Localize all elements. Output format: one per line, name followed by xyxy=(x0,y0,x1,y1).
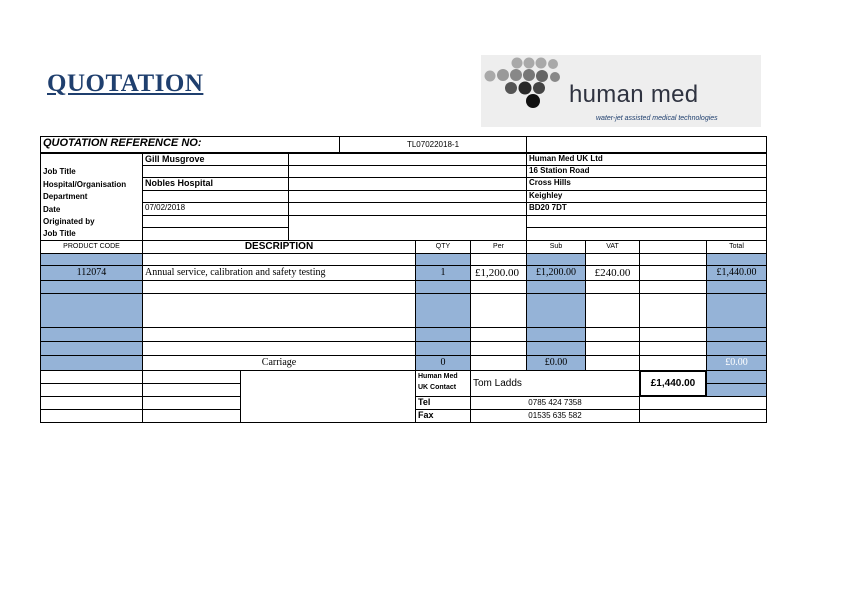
supplier-postcode: BD20 7DT xyxy=(529,203,567,212)
reference-value: TL07022018-1 xyxy=(406,140,460,149)
blank-cell xyxy=(639,293,707,328)
supplier-address-line xyxy=(526,202,767,216)
blank-cell xyxy=(639,280,707,294)
col-header-product-code: PRODUCT CODE xyxy=(40,240,143,254)
blank-cell xyxy=(526,293,586,328)
blank-cell xyxy=(142,409,241,423)
blank-cell xyxy=(288,215,527,241)
blank-cell xyxy=(585,341,640,356)
item-code: 112074 xyxy=(40,265,143,281)
item-sub: £1,200.00 xyxy=(526,265,586,281)
blank-cell xyxy=(706,383,767,397)
blank-cell xyxy=(40,341,143,356)
blank-cell xyxy=(142,370,241,384)
hospital-label: Hospital/Organisation xyxy=(43,180,127,189)
col-header-total: Total xyxy=(706,240,767,254)
blank-cell xyxy=(142,327,416,342)
grand-total: £1,440.00 xyxy=(639,370,707,397)
blank-cell xyxy=(240,370,416,423)
blank-cell xyxy=(142,293,416,328)
blank-cell xyxy=(470,293,527,328)
item-vat: £240.00 xyxy=(585,265,640,281)
document-title: QUOTATION xyxy=(47,70,204,97)
blank-cell xyxy=(415,341,471,356)
blank-cell xyxy=(470,280,527,294)
carriage-total: £0.00 xyxy=(706,355,767,371)
blank-cell xyxy=(40,327,143,342)
logo-dots-icon xyxy=(481,55,571,117)
originated-label: Originated by xyxy=(43,217,95,226)
supplier-area: Cross Hills xyxy=(529,178,571,187)
job-title-label: Job Title xyxy=(43,167,76,176)
blank-cell xyxy=(470,327,527,342)
blank-cell xyxy=(40,396,143,410)
col-header-qty: QTY xyxy=(415,240,471,254)
blank-cell xyxy=(639,265,707,281)
blank-cell xyxy=(40,370,143,384)
contact-name: Tom Ladds xyxy=(473,378,522,389)
tel-value: 0785 424 7358 xyxy=(470,396,640,410)
supplier-street: 16 Station Road xyxy=(529,166,590,175)
blank-cell xyxy=(585,293,640,328)
reference-label: QUOTATION REFERENCE NO: xyxy=(43,137,202,149)
blank-cell xyxy=(142,383,241,397)
blank-cell xyxy=(288,202,527,216)
blank-cell xyxy=(40,280,143,294)
item-total: £1,440.00 xyxy=(706,265,767,281)
blank-cell xyxy=(288,177,527,191)
item-qty: 1 xyxy=(415,265,471,281)
blank-cell xyxy=(526,280,586,294)
blank-cell xyxy=(706,327,767,342)
contact-label-line-1: Human Med xyxy=(418,373,458,380)
item-description: Annual service, calibration and safety testing xyxy=(142,265,416,281)
carriage-sub: £0.00 xyxy=(526,355,586,371)
blank-cell xyxy=(639,341,707,356)
originated-job-title-label: Job Title xyxy=(43,229,76,238)
supplier-town: Keighley xyxy=(529,191,563,200)
blank-cell xyxy=(142,280,416,294)
blank-cell xyxy=(706,293,767,328)
blank-cell xyxy=(585,327,640,342)
blank-cell xyxy=(639,240,707,254)
fax-label: Fax xyxy=(415,409,471,423)
reference-blank-cell xyxy=(526,136,767,153)
contact-label-cell xyxy=(415,370,471,397)
reference-label-cell xyxy=(40,136,340,153)
date-value: 07/02/2018 xyxy=(145,203,186,212)
fax-value: 01535 635 582 xyxy=(470,409,640,423)
item-per: £1,200.00 xyxy=(470,265,527,281)
blank-cell xyxy=(639,409,767,423)
department-label: Department xyxy=(43,192,88,201)
blank-cell xyxy=(40,383,143,397)
blank-cell xyxy=(142,341,416,356)
blank-cell xyxy=(40,409,143,423)
tel-label: Tel xyxy=(415,396,471,410)
company-logo xyxy=(481,55,761,127)
blank-cell xyxy=(706,370,767,384)
logo-brand-text: human med xyxy=(569,81,699,108)
blank-cell xyxy=(470,341,527,356)
blank-cell xyxy=(585,355,640,371)
logo-tagline: water-jet assisted medical technologies xyxy=(596,115,718,122)
date-value-cell xyxy=(142,202,289,216)
blank-cell xyxy=(415,293,471,328)
col-header-description: DESCRIPTION xyxy=(142,240,416,254)
col-header-sub: Sub xyxy=(526,240,586,254)
blank-cell xyxy=(585,280,640,294)
date-label: Date xyxy=(43,205,61,214)
blank-cell xyxy=(639,396,767,410)
blank-cell xyxy=(40,293,143,328)
reference-value-cell xyxy=(339,136,527,153)
blank-cell xyxy=(40,355,143,371)
blank-cell xyxy=(526,341,586,356)
supplier-company: Human Med UK Ltd xyxy=(529,154,603,163)
blank-cell xyxy=(526,227,767,241)
blank-cell xyxy=(415,280,471,294)
blank-cell xyxy=(706,341,767,356)
blank-cell xyxy=(142,396,241,410)
blank-cell xyxy=(706,280,767,294)
carriage-qty: 0 xyxy=(415,355,471,371)
blank-cell xyxy=(639,355,707,371)
supplier-address-line xyxy=(526,177,767,191)
blank-cell xyxy=(639,327,707,342)
blank-cell xyxy=(415,327,471,342)
client-name: Gill Musgrove xyxy=(145,154,205,164)
contact-name-cell xyxy=(470,370,640,397)
col-header-vat: VAT xyxy=(585,240,640,254)
contact-label-line-2: UK Contact xyxy=(418,384,457,391)
originated-job-title-cell xyxy=(142,227,289,241)
col-header-per: Per xyxy=(470,240,527,254)
hospital-value-cell xyxy=(142,177,289,191)
blank-cell xyxy=(470,355,527,371)
carriage-label: Carriage xyxy=(142,355,416,371)
hospital-value: Nobles Hospital xyxy=(145,178,214,188)
blank-cell xyxy=(526,327,586,342)
